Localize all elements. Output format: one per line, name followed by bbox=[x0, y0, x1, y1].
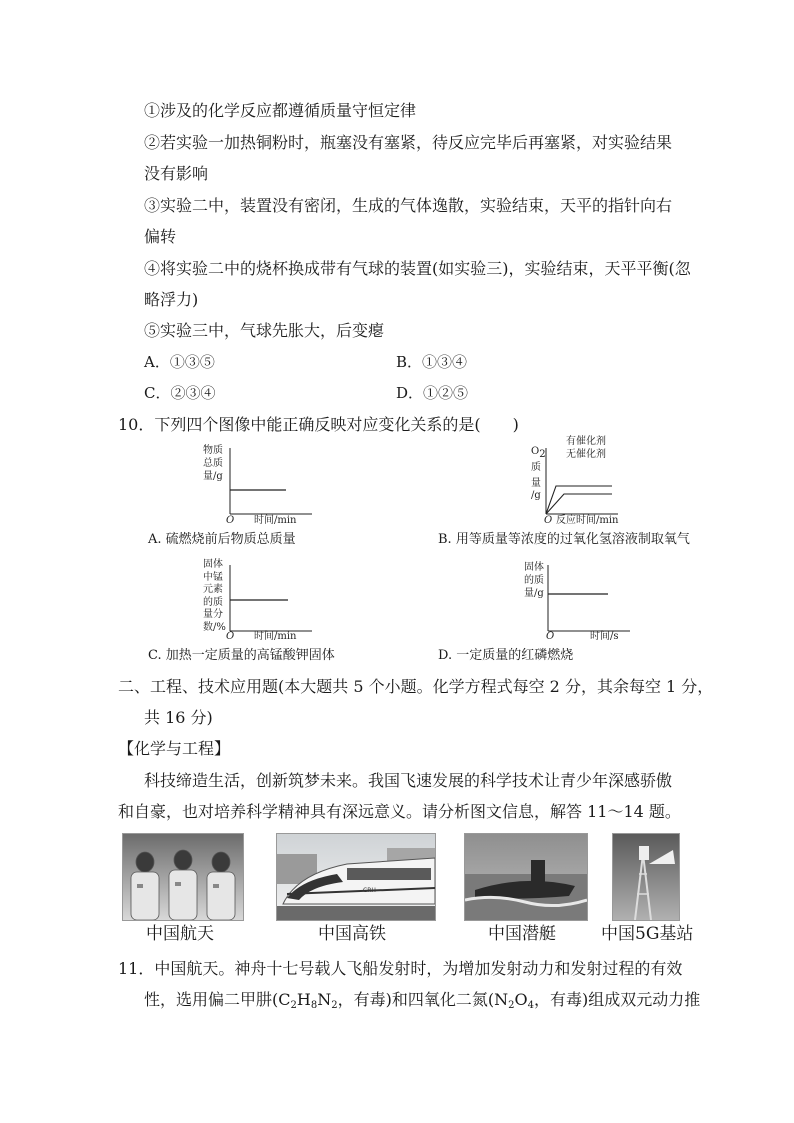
option-c: C．②③④ bbox=[144, 384, 216, 402]
graph-a-caption: A. 硫燃烧前后物质总质量 bbox=[148, 532, 296, 547]
graph-c-origin: O bbox=[226, 631, 235, 642]
graph-b-curve-no-catalyst bbox=[546, 494, 612, 514]
caption-railway: 中国高铁 bbox=[318, 924, 386, 944]
graph-b-ylabel: $O_2$ 质 量 /g bbox=[531, 446, 546, 501]
5g-base-station-photo bbox=[612, 833, 680, 921]
question-10-stem: 10．下列四个图像中能正确反映对应变化关系的是( ) bbox=[118, 415, 519, 434]
train-photo bbox=[276, 833, 436, 921]
graph-b-caption: B. 用等质量等浓度的过氧化氢溶液制取氧气 bbox=[438, 532, 690, 547]
graph-b-origin: O bbox=[544, 515, 553, 526]
statement-3: ③实验二中，装置没有密闭，生成的气体逸散，实验结束，天平的指针向右 bbox=[144, 196, 673, 215]
statement-4: ④将实验二中的烧杯换成带有气球的装置(如实验三)，实验结束，天平平衡(忽 bbox=[144, 259, 691, 278]
option-b: B．①③④ bbox=[396, 353, 468, 371]
question-11-line-2: 性，选用偏二甲肼($C_2H_8N_2$，有毒)和四氧化二氮($N_2O_4$，有毒)组成双元动力推 bbox=[144, 990, 701, 1011]
submarine-photo bbox=[464, 833, 588, 921]
graph-a-xlabel: 时间/min bbox=[254, 515, 297, 526]
graph-c-caption: C. 加热一定质量的高锰酸钾固体 bbox=[148, 648, 335, 663]
statement-1: ①涉及的化学反应都遵循质量守恒定律 bbox=[144, 101, 417, 120]
option-d: D．①②⑤ bbox=[396, 384, 469, 402]
option-a: A．①③⑤ bbox=[144, 353, 215, 371]
graph-b-label-no-catalyst: 无催化剂 bbox=[566, 449, 606, 460]
graph-c-axes bbox=[226, 565, 316, 635]
graph-c-xlabel: 时间/min bbox=[254, 631, 297, 642]
graph-d-origin: O bbox=[546, 631, 555, 642]
statement-5: ⑤实验三中，气球先胀大，后变瘪 bbox=[144, 321, 385, 340]
graph-d-xlabel: 时间/s bbox=[590, 631, 619, 642]
statement-2: ②若实验一加热铜粉时，瓶塞没有塞紧，待反应完毕后再塞紧，对实验结果 bbox=[144, 133, 673, 152]
statement-4-cont: 略浮力) bbox=[144, 290, 199, 309]
graph-d-ylabel: 固体 的质 量/g bbox=[524, 562, 544, 599]
graph-c-ylabel: 固体 中锰 元素 的质 量分 数/% bbox=[203, 559, 226, 633]
question-11-line-1: 11．中国航天。神舟十七号载人飞船发射时，为增加发射动力和发射过程的有效 bbox=[118, 959, 683, 978]
section-bracket-title: 【化学与工程】 bbox=[118, 739, 231, 758]
graph-b-curve-catalyst bbox=[546, 486, 612, 514]
caption-aerospace: 中国航天 bbox=[146, 924, 214, 944]
graph-b-label-catalyst: 有催化剂 bbox=[566, 436, 606, 447]
caption-submarine: 中国潜艇 bbox=[488, 924, 556, 944]
graph-a-axes bbox=[226, 448, 316, 518]
statement-2-cont: 没有影响 bbox=[144, 164, 209, 183]
caption-5g: 中国5G基站 bbox=[601, 924, 694, 944]
graph-a-origin: O bbox=[226, 515, 235, 526]
statement-3-cont: 偏转 bbox=[144, 227, 177, 246]
astronauts-photo bbox=[122, 833, 244, 921]
graph-d-axes bbox=[544, 565, 634, 635]
graph-a-ylabel: 物质 总质 量/g bbox=[203, 445, 223, 482]
intro-paragraph: 科技缔造生活，创新筑梦未来。我国飞速发展的科学技术让青少年深感骄傲 bbox=[144, 771, 673, 790]
intro-paragraph-cont: 和自豪，也对培养科学精神具有深远意义。请分析图文信息，解答 11～14 题。 bbox=[118, 802, 681, 821]
section-2-title: 二、工程、技术应用题(本大题共 5 个小题。化学方程式每空 2 分，其余每空 1 分， bbox=[118, 677, 714, 696]
graph-b-xlabel: 反应时间/min bbox=[556, 515, 619, 526]
graph-d-caption: D. 一定质量的红磷燃烧 bbox=[438, 648, 574, 663]
train-logo: CRH bbox=[363, 887, 376, 894]
section-2-title-cont: 共 16 分) bbox=[144, 708, 213, 727]
